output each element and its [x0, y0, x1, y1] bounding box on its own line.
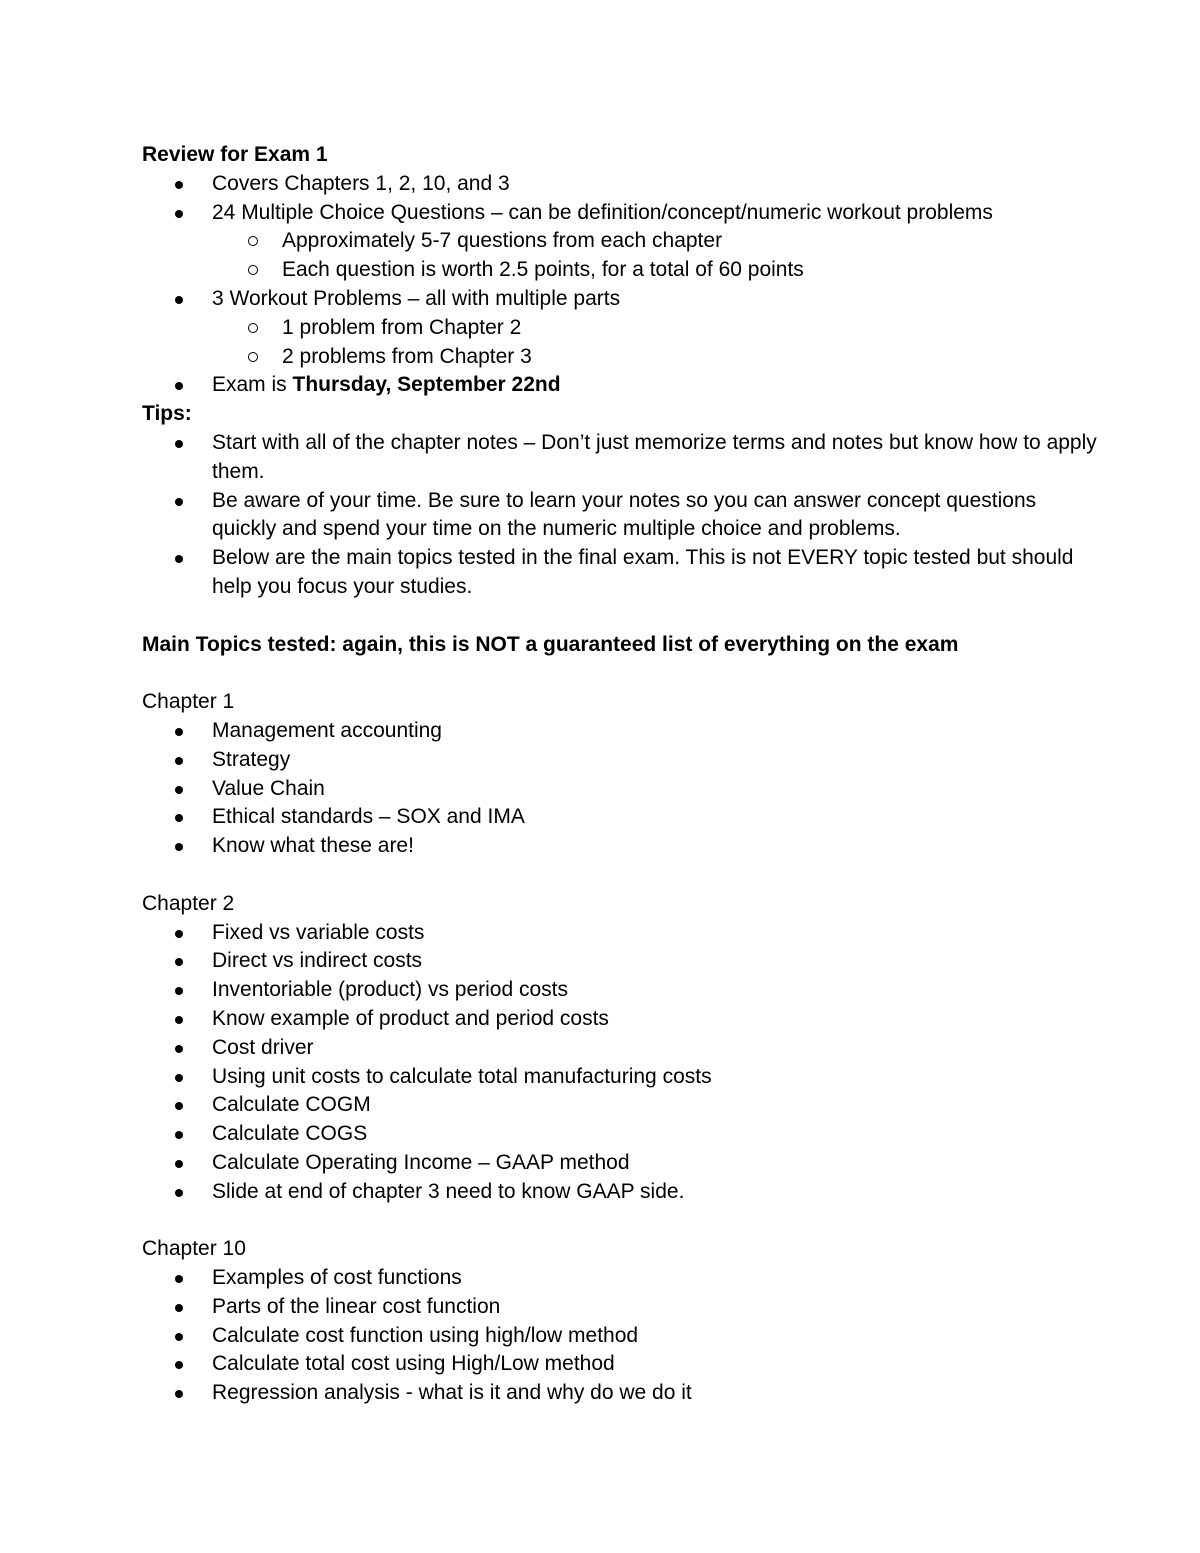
list-item [212, 1149, 1102, 1178]
list-item-text: Management accounting [212, 718, 442, 742]
circle-bullet-icon [248, 265, 258, 275]
exam-date-prefix: Exam is [212, 373, 293, 397]
list-item-text: Direct vs indirect costs [212, 949, 423, 973]
list-item-text: Covers Chapters 1, 2, 10, and 3 [212, 171, 510, 195]
list-item-text: Using unit costs to calculate total manufacturing costs [212, 1064, 712, 1088]
list-item [212, 1379, 1102, 1408]
list-item [212, 371, 1102, 400]
bullet-icon [175, 498, 183, 506]
bullet-icon [175, 1361, 183, 1369]
sub-list-item [282, 256, 1102, 285]
list-item-text: Ethical standards – SOX and IMA [212, 805, 525, 829]
bullet-icon [175, 987, 183, 995]
list-item-text: 3 Workout Problems – all with multiple parts [212, 286, 621, 310]
list-item-text: Examples of cost functions [212, 1266, 462, 1290]
list-item-text: Know example of product and period costs [212, 1006, 609, 1030]
sub-list-item-text: 2 problems from Chapter 3 [282, 344, 532, 368]
chapter-1-list [142, 717, 1102, 861]
list-item-text: Slide at end of chapter 3 need to know GAAP side. [212, 1179, 685, 1203]
bullet-icon [175, 555, 183, 563]
list-item-text: Be aware of your time. Be sure to learn your notes so you can answer concept questions quickly and spend your time on the numeric multiple choice and problems. [212, 488, 1037, 541]
bullet-icon [175, 382, 183, 390]
review-title: Review for Exam 1 [142, 143, 328, 166]
list-item-text: Regression analysis - what is it and why do we do it [212, 1381, 692, 1405]
list-item-text: Parts of the linear cost function [212, 1294, 501, 1318]
list-item [212, 832, 1102, 861]
bullet-icon [175, 1189, 183, 1197]
bullet-icon [175, 728, 183, 736]
list-item-text: Below are the main topics tested in the final exam. This is not EVERY topic tested but should help you focus your studies. [212, 546, 1074, 598]
sub-list-item [282, 227, 1102, 256]
bullet-icon [175, 757, 183, 765]
list-item [212, 803, 1102, 832]
main-topics-title: Main Topics tested: again, this is NOT a guaranteed list of everything on the exam [142, 632, 959, 656]
list-item-text: Strategy [212, 747, 291, 771]
bullet-icon [175, 1045, 183, 1053]
spacer [142, 861, 1102, 890]
tips-list [142, 429, 1102, 602]
bullet-icon [175, 1304, 183, 1312]
bullet-icon [175, 296, 183, 304]
spacer [142, 1206, 1102, 1235]
bullet-icon [175, 1016, 183, 1024]
sub-list-item [282, 343, 1102, 372]
spacer [142, 602, 1102, 631]
bullet-icon [175, 1390, 183, 1398]
list-item-text: Cost driver [212, 1035, 314, 1059]
chapter-10-title: Chapter 10 [142, 1237, 246, 1261]
list-item [212, 1120, 1102, 1149]
bullet-icon [175, 843, 183, 851]
bullet-icon [175, 1074, 183, 1082]
list-item [212, 919, 1102, 948]
sub-list-item [282, 314, 1102, 343]
list-item [212, 429, 1102, 487]
circle-bullet-icon [248, 236, 258, 246]
list-item-text: Calculate Operating Income – GAAP method [212, 1150, 630, 1174]
list-item-text: Calculate total cost using High/Low method [212, 1352, 615, 1376]
list-item [212, 285, 1102, 371]
bullet-icon [175, 958, 183, 966]
list-item [212, 1063, 1102, 1092]
list-item-text: Start with all of the chapter notes – Don’t just memorize terms and notes but know how to apply them. [212, 430, 1097, 483]
list-item-text: Value Chain [212, 776, 325, 800]
list-item [212, 1322, 1102, 1351]
bullet-icon [175, 814, 183, 822]
bullet-icon [175, 181, 183, 189]
sub-list [212, 314, 1102, 372]
bullet-icon [175, 210, 183, 218]
exam-date: Thursday, September 22nd [292, 373, 561, 397]
list-item-text: 24 Multiple Choice Questions – can be definition/concept/numeric workout problems [212, 200, 993, 224]
review-list [142, 170, 1102, 400]
chapter-1-title: Chapter 1 [142, 690, 235, 714]
tips-title: Tips: [142, 402, 192, 426]
list-item-text: Calculate COGS [212, 1122, 368, 1146]
list-item [212, 544, 1102, 602]
circle-bullet-icon [248, 352, 258, 362]
bullet-icon [175, 1131, 183, 1139]
list-item [212, 1034, 1102, 1063]
bullet-icon [175, 786, 183, 794]
chapter-10-list [142, 1264, 1102, 1408]
bullet-icon [175, 930, 183, 938]
list-item [212, 170, 1102, 199]
list-item [212, 947, 1102, 976]
circle-bullet-icon [248, 323, 258, 333]
list-item [212, 199, 1102, 285]
bullet-icon [175, 1160, 183, 1168]
list-item [212, 487, 1102, 545]
list-item [212, 1264, 1102, 1293]
list-item [212, 717, 1102, 746]
sub-list-item-text: Approximately 5-7 questions from each chapter [282, 229, 723, 253]
list-item-text: Calculate cost function using high/low method [212, 1323, 639, 1347]
list-item [212, 976, 1102, 1005]
list-item-text: Inventoriable (product) vs period costs [212, 978, 569, 1002]
document-page [142, 141, 1102, 1408]
list-item [212, 1293, 1102, 1322]
sub-list-item-text: 1 problem from Chapter 2 [282, 315, 522, 339]
bullet-icon [175, 440, 183, 448]
list-item [212, 1091, 1102, 1120]
list-item [212, 1350, 1102, 1379]
bullet-icon [175, 1102, 183, 1110]
list-item-text: Calculate COGM [212, 1093, 371, 1117]
list-item [212, 1005, 1102, 1034]
list-item [212, 775, 1102, 804]
spacer [142, 659, 1102, 688]
chapter-2-title: Chapter 2 [142, 891, 235, 915]
list-item [212, 1178, 1102, 1207]
chapter-2-list [142, 919, 1102, 1207]
list-item-text: Fixed vs variable costs [212, 920, 425, 944]
list-item-text: Know what these are! [212, 834, 414, 858]
bullet-icon [175, 1333, 183, 1341]
list-item [212, 746, 1102, 775]
sub-list [212, 227, 1102, 285]
sub-list-item-text: Each question is worth 2.5 points, for a total of 60 points [282, 258, 804, 282]
bullet-icon [175, 1275, 183, 1283]
